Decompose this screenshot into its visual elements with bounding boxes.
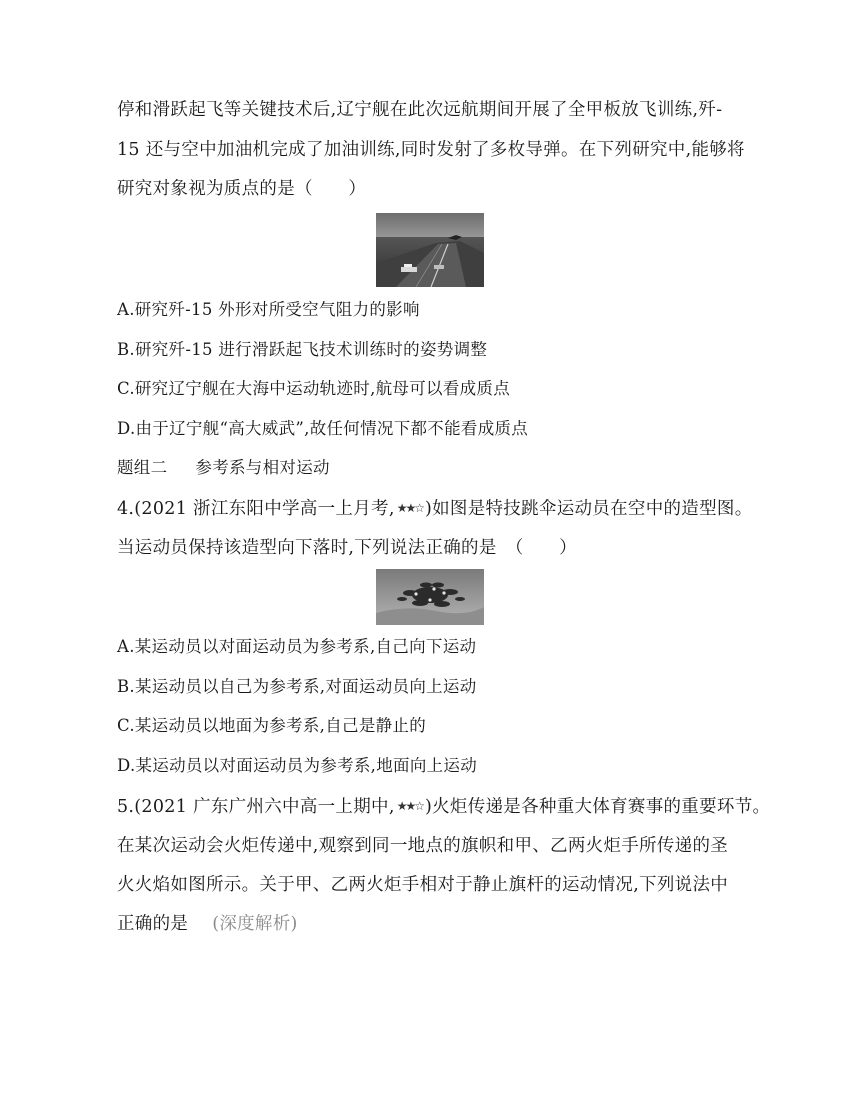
difficulty-stars-icon: ★★☆ bbox=[396, 799, 423, 813]
q4-option-c: C.某运动员以地面为参考系,自己是静止的 bbox=[117, 716, 427, 735]
q5-last-text: 正确的是 bbox=[117, 914, 189, 934]
q4-option-d: D.某运动员以对面运动员为参考系,地面向上运动 bbox=[117, 756, 478, 775]
q5-stem-line-4 bbox=[117, 912, 298, 936]
q5-stem-line-3: 火火焰如图所示。关于甲、乙两火炬手相对于静止旗杆的运动情况,下列说法中 bbox=[117, 875, 729, 895]
aircraft-carrier-deck-photo bbox=[376, 213, 484, 287]
q4-source: 4.(2021 浙江东阳中学高一上月考, bbox=[117, 499, 395, 519]
group-label: 题组二 bbox=[117, 458, 168, 477]
q4-stem-line-1 bbox=[117, 496, 753, 521]
group-title: 参考系与相对运动 bbox=[195, 458, 330, 477]
q3-text-line-3: 研究对象视为质点的是（ ） bbox=[117, 179, 367, 199]
q5-stem-line-1 bbox=[117, 794, 770, 819]
skydivers-formation-photo bbox=[376, 569, 484, 625]
q4-option-b: B.某运动员以自己为参考系,对面运动员向上运动 bbox=[117, 677, 477, 696]
q4-option-a: A.某运动员以对面运动员为参考系,自己向下运动 bbox=[117, 637, 477, 656]
q4-stem-line-2: 当运动员保持该造型向下落时,下列说法正确的是 （ ） bbox=[117, 538, 577, 558]
q3-option-d: D.由于辽宁舰“高大威武”,故任何情况下都不能看成质点 bbox=[117, 419, 529, 438]
analysis-tag[interactable]: (深度解析) bbox=[212, 914, 298, 934]
group-heading bbox=[117, 456, 330, 480]
q5-source: 5.(2021 广东广州六中高一上期中, bbox=[117, 797, 395, 817]
q3-text-line-2: 15 还与空中加油机完成了加油训练,同时发射了多枚导弹。在下列研究中,能够将 bbox=[117, 140, 745, 160]
q3-option-a: A.研究歼-15 外形对所受空气阻力的影响 bbox=[117, 300, 420, 319]
q3-option-b: B.研究歼-15 进行滑跃起飞技术训练时的姿势调整 bbox=[117, 340, 488, 359]
q3-text-line-1: 停和滑跃起飞等关键技术后,辽宁舰在此次远航期间开展了全甲板放飞训练,歼- bbox=[117, 100, 723, 120]
q3-option-c: C.研究辽宁舰在大海中运动轨迹时,航母可以看成质点 bbox=[117, 379, 511, 398]
difficulty-stars-icon: ★★☆ bbox=[396, 501, 423, 515]
q4-stem-text: )如图是特技跳伞运动员在空中的造型图。 bbox=[424, 499, 753, 519]
q5-stem-line-2: 在某次运动会火炬传递中,观察到同一地点的旗帜和甲、乙两火炬手所传递的圣 bbox=[117, 836, 729, 856]
q5-stem-text: )火炬传递是各种重大体育赛事的重要环节。 bbox=[424, 797, 771, 817]
